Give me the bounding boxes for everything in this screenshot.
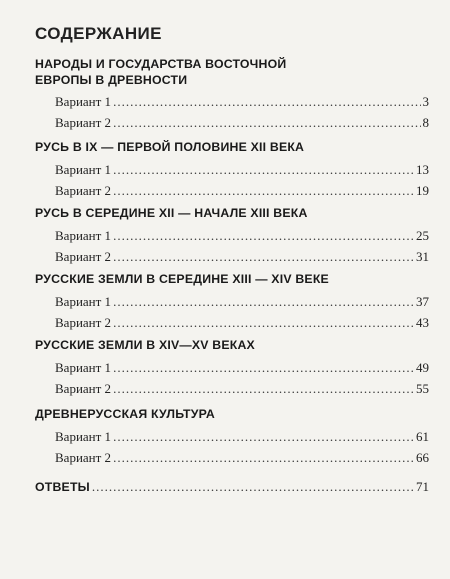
toc-entry[interactable] [35,426,429,447]
toc-entry[interactable] [35,291,429,312]
section-title: НАРОДЫ И ГОСУДАРСТВА ВОСТОЧНОЙ ЕВРОПЫ В ДРЕВНОСТИ [35,57,287,87]
toc-section-answers [35,476,429,498]
entry-label: Вариант 1 [55,161,112,177]
entry-page-number: 61 [416,428,429,444]
toc-entry[interactable] [35,225,429,246]
entry-page-number: 19 [416,182,429,198]
leader-dots [113,91,420,112]
entry-page-number: 43 [416,314,429,330]
toc-section [35,57,429,133]
entry-label: Вариант 2 [55,115,112,130]
entry-page-number: 55 [416,380,429,396]
toc-section [35,338,429,399]
entry-label: Вариант 1 [55,293,112,309]
leader-dots [113,246,414,267]
entry-page-number: 71 [416,479,429,494]
leader-dots [113,447,414,468]
entry-page-number: 8 [422,115,429,130]
entry-label: Вариант 1 [55,227,112,243]
section-title: ДРЕВНЕРУССКАЯ КУЛЬТУРА [35,407,215,421]
entry-label: Вариант 2 [55,248,112,264]
toc-entry[interactable] [35,246,429,267]
leader-dots [113,112,420,133]
toc-entry[interactable] [35,112,429,133]
leader-dots [113,291,414,312]
entry-label: Вариант 2 [55,449,112,465]
section-title: РУССКИЕ ЗЕМЛИ В XIV—XV ВЕКАХ [35,338,255,352]
leader-dots [113,225,414,246]
toc-entry-answers[interactable] [35,476,429,498]
toc-section [35,272,429,333]
entry-label: Вариант 2 [55,182,112,198]
toc-section [35,140,429,201]
leader-dots [92,476,414,497]
toc-section [35,407,429,468]
leader-dots [113,180,414,201]
entry-label: Вариант 1 [55,94,112,109]
section-title: РУСЬ В СЕРЕДИНЕ XII — НАЧАЛЕ XIII ВЕКА [35,206,308,220]
toc-entry[interactable] [35,180,429,201]
entry-label: Вариант 2 [55,380,112,396]
entry-page-number: 25 [416,227,429,243]
entry-page-number: 13 [416,161,429,177]
toc-entry[interactable] [35,159,429,180]
leader-dots [113,378,414,399]
entry-page-number: 3 [422,94,429,109]
toc-entry[interactable] [35,357,429,378]
toc-section [35,206,429,267]
entry-page-number: 37 [416,293,429,309]
entry-label: Вариант 1 [55,359,112,375]
entry-page-number: 49 [416,359,429,375]
entry-page-number: 31 [416,248,429,264]
leader-dots [113,159,414,180]
entry-page-number: 66 [416,449,429,465]
entry-label: Вариант 2 [55,314,112,330]
section-title: РУСЬ В IX — ПЕРВОЙ ПОЛОВИНЕ XII ВЕКА [35,140,305,154]
section-title: РУССКИЕ ЗЕМЛИ В СЕРЕДИНЕ XIII — XIV ВЕКЕ [35,272,329,286]
toc-entry[interactable] [35,91,429,112]
entry-label: Вариант 1 [55,428,112,444]
toc-entry[interactable] [35,447,429,468]
leader-dots [113,357,414,378]
toc-entry[interactable] [35,378,429,399]
leader-dots [113,312,414,333]
leader-dots [113,426,414,447]
answers-label: ОТВЕТЫ [35,480,90,494]
toc-title: СОДЕРЖАНИЕ [35,24,162,43]
toc-entry[interactable] [35,312,429,333]
